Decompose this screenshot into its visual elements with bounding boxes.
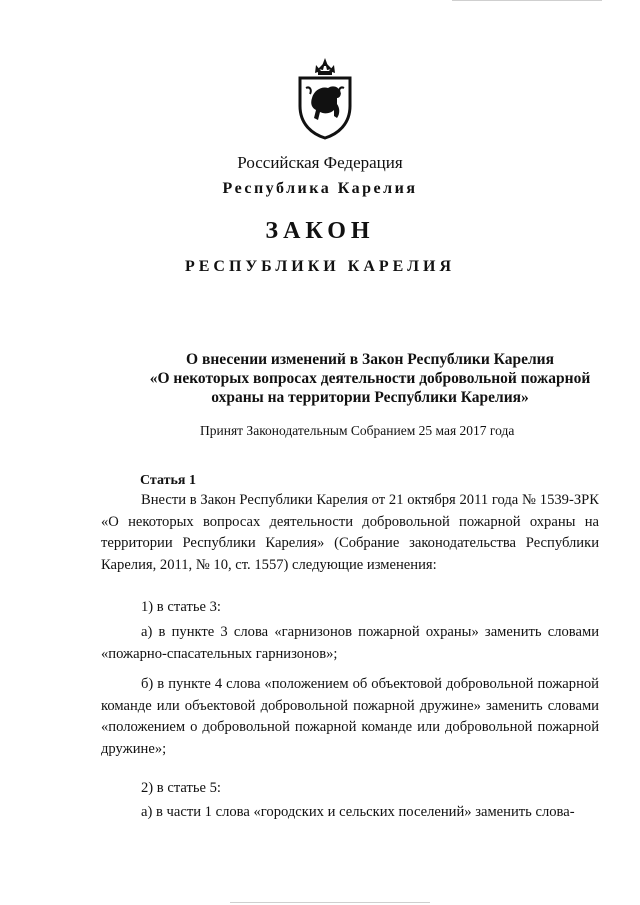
document-heading-line-2: «О некоторых вопросах деятельности добровольной пожарной [149, 370, 591, 387]
karelia-coat-of-arms-icon [294, 58, 356, 140]
law-subtitle: РЕСПУБЛИКИ КАРЕЛИЯ [184, 258, 456, 275]
article-paragraph-4: б) в пункте 4 слова «положением об объектовой добровольной пожарной команде или объектовой добровольной пожарной дружине» заменить словами «положением о добровольной пожарной команде или добровольной пожарной дружине»; [101, 676, 599, 757]
country-name: Российская Федерация [237, 153, 403, 172]
article-paragraph-2: 1) в статье 3: [141, 599, 221, 615]
scan-edge-mark-bottom [230, 902, 430, 903]
republic-name: Республика Карелия [222, 180, 418, 197]
article-title: Статья 1 [140, 473, 196, 488]
article-paragraph-5: 2) в статье 5: [141, 780, 221, 796]
document-heading-line-1: О внесении изменений в Закон Республики Карелия [186, 351, 554, 368]
document-heading-line-3: охраны на территории Республики Карелия» [211, 389, 529, 406]
document-heading [140, 350, 600, 407]
law-title: ЗАКОН [265, 218, 375, 244]
article-paragraph-3: а) в пункте 3 слова «гарнизонов пожарной охраны» заменить словами «пожарно-спасательных гарнизонов»; [101, 624, 599, 662]
article-paragraph-1: Внести в Закон Республики Карелия от 21 октября 2011 года № 1539-ЗРК «О некоторых вопросах деятельности добровольной пожарной охраны на территории Республики Карелия» (Собрание законодательства Республики Карелия, 2011, № 10, ст. 1557) следующие изменения: [101, 492, 599, 573]
article-paragraph-6: а) в части 1 слова «городских и сельских поселений» заменить слова- [141, 804, 575, 820]
adoption-note: Принят Законодательным Собранием 25 мая 2017 года [200, 423, 515, 438]
scan-edge-mark-top [452, 0, 602, 1]
